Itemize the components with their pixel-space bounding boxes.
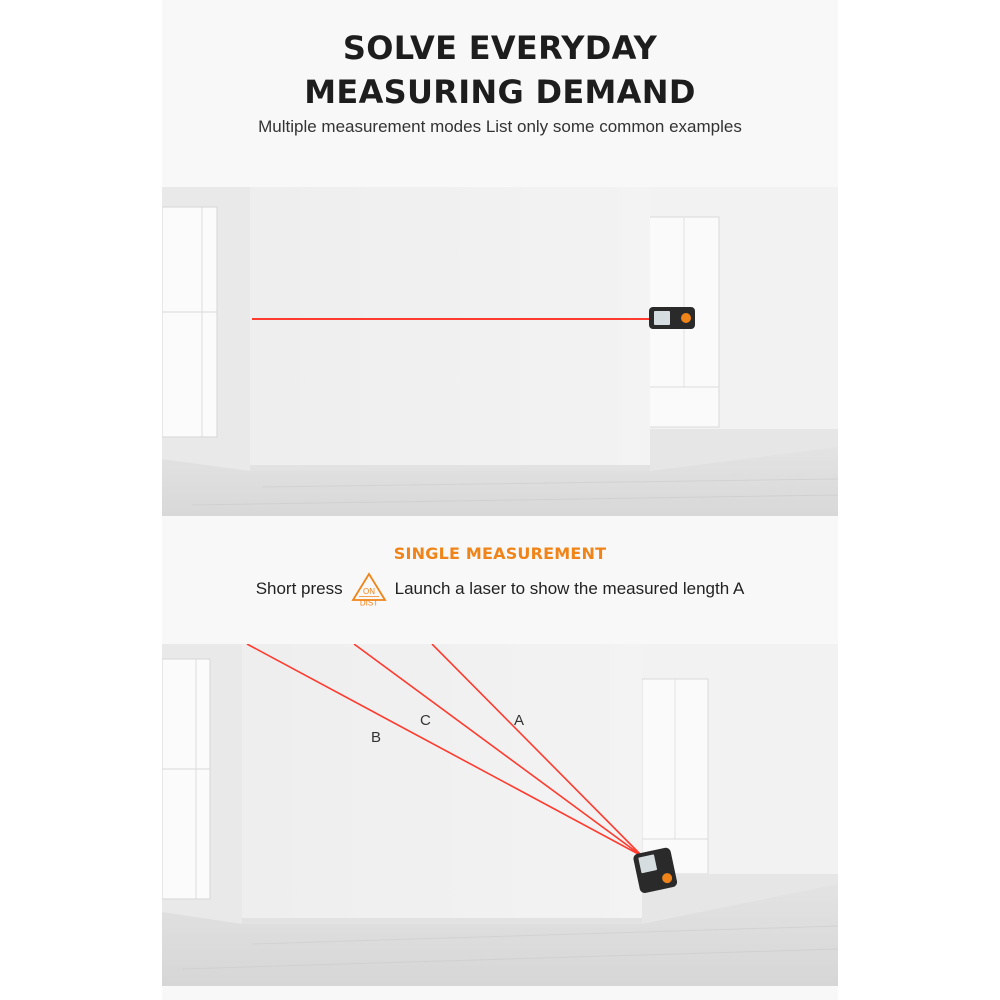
room-illustration-single [162, 187, 838, 516]
button-label-bottom: DIST [359, 598, 378, 606]
mode-desc-after: Launch a laser to show the measured length A [394, 579, 745, 598]
label-a: A [514, 712, 525, 729]
room-scene-single [162, 187, 838, 516]
on-dist-button-icon [351, 572, 387, 606]
room-scene-multi [162, 644, 838, 986]
page-title [162, 26, 838, 114]
label-b: B [371, 729, 382, 746]
title-line-1: SOLVE EVERYDAY [342, 29, 658, 67]
window-icon [162, 659, 210, 899]
laser-measure-device-icon [649, 307, 695, 329]
window-icon [162, 207, 217, 437]
mode-desc-before: Short press [255, 579, 343, 598]
mode-description [162, 572, 838, 606]
button-label-top: ON [362, 587, 375, 596]
room-illustration-multi [162, 644, 838, 986]
label-c: C [420, 712, 431, 729]
main-wall [242, 644, 642, 924]
main-wall [250, 187, 650, 471]
mode-title: SINGLE MEASUREMENT [393, 544, 607, 563]
page-subtitle: Multiple measurement modes List only some common examples [258, 117, 742, 136]
laser-measure-device-icon [633, 847, 678, 894]
title-line-2: MEASURING DEMAND [304, 73, 696, 111]
